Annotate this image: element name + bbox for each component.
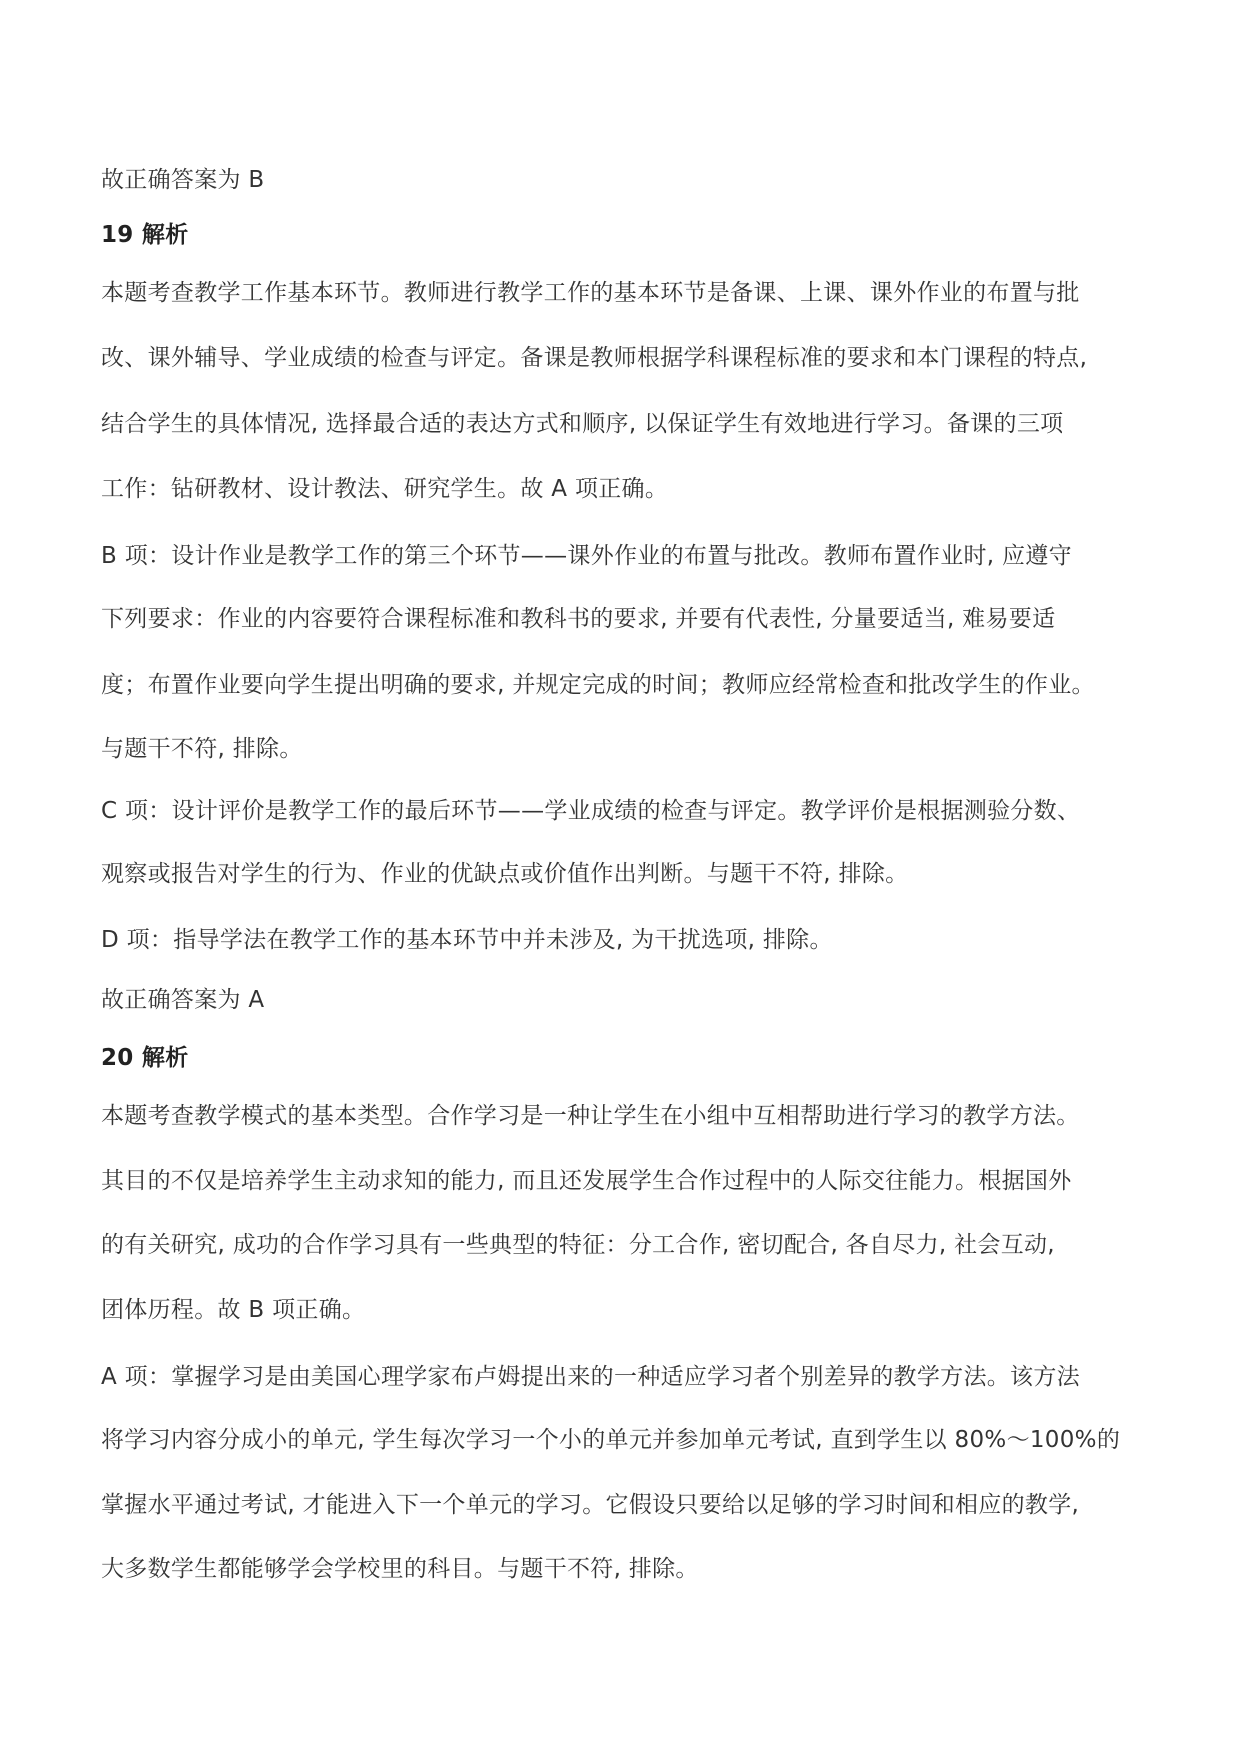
paragraph-line: 团体历程。故 B 项正确。 (101, 1297, 366, 1323)
heading-19: 19 解析 (101, 222, 189, 248)
answer-line-19: 故正确答案为 A (101, 987, 265, 1013)
paragraph-line: 将学习内容分成小的单元, 学生每次学习一个小的单元并参加单元考试, 直到学生以 80%～100%的 (101, 1427, 1121, 1453)
paragraph-line: 度；布置作业要向学生提出明确的要求, 并规定完成的时间；教师应经常检查和批改学生的作业。 (101, 672, 1095, 698)
paragraph-line: 掌握水平通过考试, 才能进入下一个单元的学习。它假设只要给以足够的学习时间和相应的教学, (101, 1492, 1080, 1518)
paragraph-line: 与题干不符, 排除。 (101, 736, 303, 762)
paragraph-line: 下列要求：作业的内容要符合课程标准和教科书的要求, 并要有代表性, 分量要适当, 难易要适 (101, 606, 1056, 632)
paragraph-line: 改、课外辅导、学业成绩的检查与评定。备课是教师根据学科课程标准的要求和本门课程的特点, (101, 345, 1088, 371)
paragraph-line: 其目的不仅是培养学生主动求知的能力, 而且还发展学生合作过程中的人际交往能力。根据国外 (101, 1168, 1072, 1194)
paragraph-line: 大多数学生都能够学会学校里的科目。与题干不符, 排除。 (101, 1556, 699, 1582)
heading-20: 20 解析 (101, 1045, 189, 1071)
paragraph-line: 本题考查教学工作基本环节。教师进行教学工作的基本环节是备课、上课、课外作业的布置与批 (101, 280, 1080, 306)
paragraph-line: 工作：钻研教材、设计教法、研究学生。故 A 项正确。 (101, 476, 669, 502)
paragraph-line: 本题考查教学模式的基本类型。合作学习是一种让学生在小组中互相帮助进行学习的教学方法。 (101, 1103, 1080, 1129)
option-b-line: B 项：设计作业是教学工作的第三个环节——课外作业的布置与批改。教师布置作业时, 应遵守 (101, 543, 1072, 569)
paragraph-line: 观察或报告对学生的行为、作业的优缺点或价值作出判断。与题干不符, 排除。 (101, 861, 909, 887)
option-a-line: A 项：掌握学习是由美国心理学家布卢姆提出来的一种适应学习者个别差异的教学方法。该方法 (101, 1364, 1080, 1390)
option-d-line: D 项：指导学法在教学工作的基本环节中并未涉及, 为干扰选项, 排除。 (101, 927, 833, 953)
answer-line-18: 故正确答案为 B (101, 167, 265, 193)
paragraph-line: 结合学生的具体情况, 选择最合适的表达方式和顺序, 以保证学生有效地进行学习。备课的三项 (101, 411, 1064, 437)
option-c-line: C 项：设计评价是教学工作的最后环节——学业成绩的检查与评定。教学评价是根据测验分数、 (101, 798, 1081, 824)
document-page (101, 0, 1181, 1754)
paragraph-line: 的有关研究, 成功的合作学习具有一些典型的特征：分工合作, 密切配合, 各自尽力, 社会互动, (101, 1232, 1055, 1258)
